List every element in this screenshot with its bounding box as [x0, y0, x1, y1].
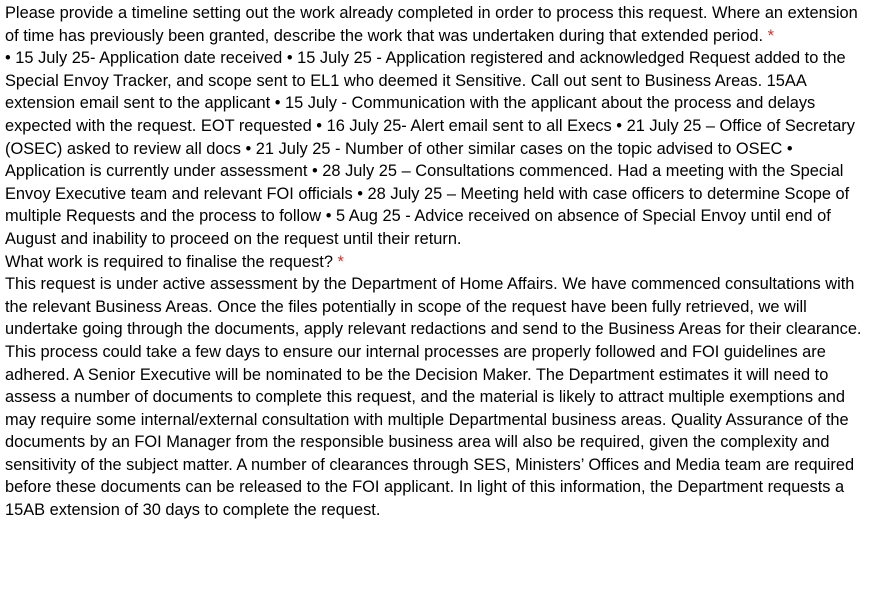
form-document [5, 2, 867, 522]
finalise-question-text: What work is required to finalise the request? [5, 252, 333, 271]
timeline-required-marker: * [767, 26, 775, 45]
timeline-question [5, 2, 867, 47]
finalise-question [5, 251, 867, 274]
timeline-answer: • 15 July 25- Application date received • 15 July 25 - Application registered and acknowledged Request added to the Special Envoy Tracker, and scope sent to EL1 who deemed it Sensitive. Call out sent to Business Areas. 15AA extension email sent to the applicant • 15 July - Communication with the applicant about the process and delays expected with the request. EOT requested • 16 July 25- Alert email sent to all Execs • 21 July 25 – Office of Secretary (OSEC) asked to review all docs • 21 July 25 - Number of other similar cases on the topic advised to OSEC • Application is currently under assessment • 28 July 25 – Consultations commenced. Had a meeting with the Special Envoy Executive team and relevant FOI officials • 28 July 25 – Meeting held with case officers to determine Scope of multiple Requests and the process to follow • 5 Aug 25 - Advice received on absence of Special Envoy until end of August and inability to proceed on the request until their return. [5, 49, 855, 248]
finalise-answer: This request is under active assessment by the Department of Home Affairs. We have commenced consultations with the relevant Business Areas. Once the files potentially in scope of the request have been fully retrieved, we will undertake going through the documents, apply relevant redactions and send to the Business Areas for their clearance. This process could take a few days to ensure our internal processes are properly followed and FOI guidelines are adhered. A Senior Executive will be nominated to be the Decision Maker. The Department estimates it will need to assess a number of documents to complete this request, and the material is likely to attract multiple exemptions and may require some internal/external consultation with multiple Departmental business areas. Quality Assurance of the documents by an FOI Manager from the responsible business area will also be required, given the complexity and sensitivity of the subject matter. A number of clearances through SES, Ministers’ Offices and Media team are required before these documents can be released to the FOI applicant. In light of this information, the Department requests a 15AB extension of 30 days to complete the request. [5, 275, 862, 520]
finalise-required-marker: * [337, 252, 344, 271]
timeline-question-text: Please provide a timeline setting out the work already completed in order to process this request. Where an extension of time has previously been granted, describe the work that was undertaken during that extended period. [5, 4, 858, 45]
